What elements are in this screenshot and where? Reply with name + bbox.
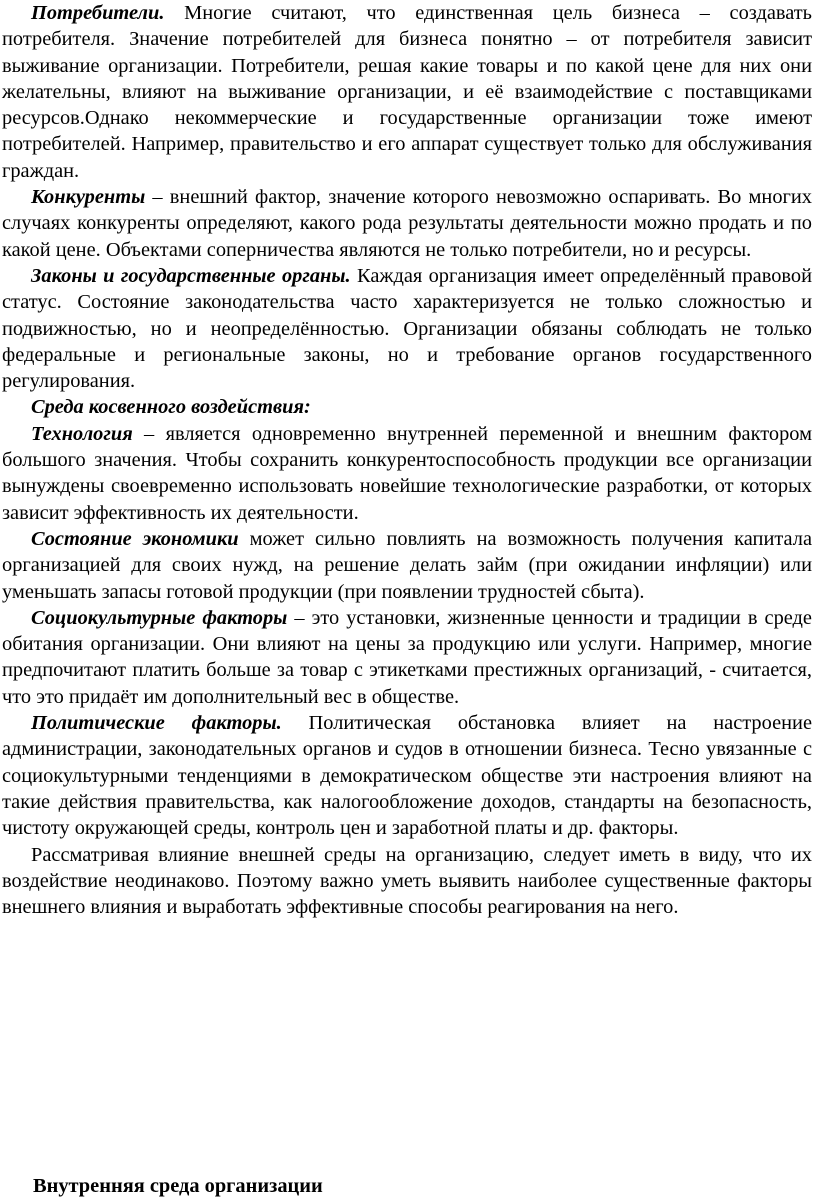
paragraph-consumers-text: Многие считают, что единственная цель бизнеса – создавать потребителя. Значение потребителей для бизнеса понятно – от потребителя зависит выживание организации. Потребители, решая какие товары и по какой цене для них они желательны, влияют на выживание организации, и её взаимодействие с поставщиками ресурсов.Однако некоммерческие и государственные организации тоже имеют потребителей. Например, правительство и его аппарат существует только для обслуживания граждан. [2,2,812,182]
paragraph-economy [2,526,812,605]
paragraph-sociocultural [2,605,812,710]
paragraph-political-text: Политическая обстановка влияет на настроение администрации, законодательных органов и судов в отношении бизнеса. Тесно увязанные с социокультурными тенденциями в демократическом обществе эти настроения влияют на такие действия правительства, как налогообложение доходов, стандарты на безопасность, чистоту окружающей среды, контроль цен и заработной платы и др. факторы. [2,712,812,840]
paragraph-sociocultural-text: – это установки, жизненные ценности и традиции в среде обитания организации. Они влияют на цены за продукцию или услуги. Например, многие предпочитают платить больше за товар с этикетками престижных организаций, - считается, что это придаёт им дополнительный вес в обществе. [2,606,812,708]
term-political: Политические факторы. [31,712,282,735]
paragraph-laws-text: Каждая организация имеет определённый правовой статус. Состояние законодательства часто характеризуется не только сложностью и подвижностью, но и неопределённостью. Организации обязаны соблюдать не только федеральные и региональные законы, но и требование органов государственного регулирования. [2,264,812,393]
paragraph-competitors-text: – внешний фактор, значение которого невозможно оспаривать. Во многих случаях конкуренты определяют, какого рода результаты деятельности можно продать и по какой цене. Объектами соперничества являются не только потребители, но и ресурсы. [2,186,812,261]
term-consumers: Потребители. [31,2,165,24]
section-title-internal-environment: Внутренняя среда организации [33,1175,323,1197]
term-competitors: Конкуренты [31,186,146,209]
paragraph-political [2,710,812,841]
subheading-indirect-environment: Среда косвенного воздействия: [31,396,311,419]
term-economy: Состояние экономики [31,527,239,550]
paragraph-technology [2,421,812,526]
paragraph-closing: Рассматривая влияние внешней среды на организацию, следует иметь в виду, что их воздействие неодинаково. Поэтому важно уметь выявить наиболее существенные факторы внешнего влияния и выработать эффективные способы реагирования на него. [2,843,812,919]
term-sociocultural: Социокультурные факторы [31,606,288,629]
term-laws: Законы и государственные органы. [31,264,351,287]
paragraph-laws [2,263,812,394]
paragraph-competitors [2,184,812,263]
term-technology: Технология [31,422,133,445]
paragraph-economy-text: может сильно повлиять на возможность получения капитала организацией для своих нужд, на решение делать займ (при ожидании инфляции) или уменьшать запасы готовой продукции (при появлении трудностей сбыта). [2,527,812,603]
paragraph-technology-text: – является одновременно внутренней переменной и внешним фактором большого значения. Чтобы сохранить конкурентоспособность продукции все организации вынуждены своевременно использовать новейшие технологические разработки, от которых зависит эффективность их деятельности. [2,422,812,524]
paragraph-consumers [2,0,812,184]
